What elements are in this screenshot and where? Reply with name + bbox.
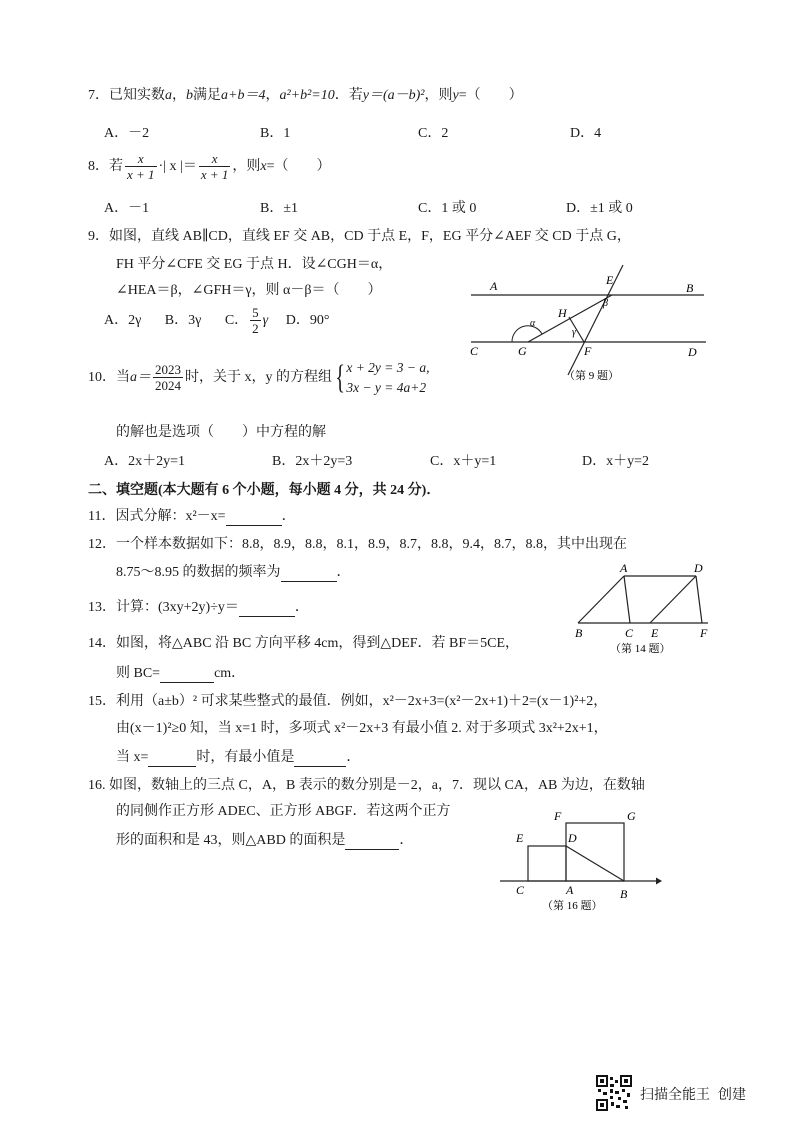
- fig9-label-c: C: [470, 344, 479, 358]
- fig14-label-c: C: [625, 626, 634, 640]
- fig14-label-a: A: [620, 562, 628, 575]
- answer-blank: [281, 565, 337, 582]
- q9-options: [104, 303, 329, 339]
- question-7: 7．已知实数a，b满足a+b＝4，a²+b²=10．若y＝(a－b)²，则y=（ ）: [88, 88, 523, 103]
- q8-option-b: B．±1: [260, 201, 299, 216]
- q16-line-3: 形的面积和是 43，则△ABD 的面积是 ．: [116, 833, 414, 848]
- q14-line-2: 则 BC= cm．: [116, 666, 246, 681]
- fig9-label-b: B: [686, 281, 694, 295]
- q10-option-b: B．2x＋2y=3: [272, 454, 353, 469]
- q15-line-3: 当 x= 时，有最小值是 ．: [116, 750, 361, 765]
- fig14-label-b: B: [575, 626, 583, 640]
- q16-line-1: 16. 如图，数轴上的三点 C，A，B 表示的数分别是－2，a，7．现以 CA，AB 为边，在数轴: [88, 778, 645, 793]
- q10-option-c: C．x＋y=1: [430, 454, 497, 469]
- fig14-label-f: F: [700, 626, 708, 640]
- answer-blank: [148, 750, 196, 767]
- fig9-label-a: A: [490, 279, 498, 293]
- q14-line-1: 14．如图，将△ABC 沿 BC 方向平移 4cm，得到△DEF．若 BF＝5CE，: [88, 636, 520, 651]
- fig16-label-g: G: [627, 809, 636, 823]
- fig16-label-f: F: [554, 809, 562, 823]
- q12-line-2: 8.75～8.95 的数据的频率为 ．: [116, 565, 351, 580]
- question-10: 10．当a＝ $\frac{2023}{2024}$ 时，关于 x，y 的方程组{ x + 2y = 3 − a, 3x − y = 4a+2: [88, 358, 430, 396]
- fig9-label-beta: β: [603, 298, 608, 309]
- equation-system: x + 2y = 3 − a, 3x − y = 4a+2: [346, 359, 430, 395]
- fig16-label-a: A: [566, 883, 574, 897]
- answer-blank: [294, 750, 346, 767]
- fig16-label-c: C: [516, 883, 525, 897]
- q15-line-2: 由(x－1)²≥0 知，当 x=1 时，多项式 x²－2x+3 有最小值 2. 对于多项式 3x²+2x+1，: [116, 721, 608, 736]
- q7-option-c: C．2: [418, 126, 449, 141]
- q7-option-d: D．4: [570, 126, 602, 141]
- q16-figure: [496, 806, 666, 916]
- fig16-label-d: D: [568, 831, 577, 845]
- fig9-label-h: H: [558, 306, 567, 320]
- q9-figure: [468, 262, 718, 387]
- fraction: $\frac{x}{x + 1}$: [127, 151, 155, 183]
- fig14-label-d: D: [694, 562, 703, 575]
- q9-option-d: D．90°: [285, 313, 330, 328]
- question-8: 8．若 $\frac{x}{x + 1}$ ·| x |＝ $\frac{x}{x + 1}$ ，则x=（ ）: [88, 151, 331, 183]
- q9-line-3: ∠HEA＝β，∠GFH＝γ，则 α－β＝（ ）: [116, 283, 382, 298]
- fig16-label-e: E: [516, 831, 524, 845]
- q10-line-2: 的解也是选项（ ）中方程的解: [116, 425, 326, 440]
- fig14-label-e: E: [651, 626, 659, 640]
- q9-line-1: 9．如图，直线 AB∥CD，直线 EF 交 AB，CD 于点 E，F，EG 平分∠AEF 交 CD 于点 G，: [88, 229, 631, 244]
- q10-option-d: D．x＋y=2: [582, 454, 650, 469]
- fig14-caption: （第 14 题）: [610, 643, 671, 655]
- fig9-label-gamma: γ: [572, 327, 576, 338]
- fig16-caption: （第 16 题）: [542, 900, 603, 912]
- fig9-caption: （第 9 题）: [564, 370, 619, 382]
- q9-line-2: FH 平分∠CFE 交 EG 于点 H．设∠CGH＝α，: [116, 257, 393, 272]
- question-13: 13．计算：(3xy+2y)÷y＝ ．: [88, 600, 309, 615]
- fig9-label-f: F: [584, 344, 592, 358]
- q9-option-b: B．3γ: [164, 313, 202, 328]
- q7-option-b: B．1: [260, 126, 291, 141]
- answer-blank: [345, 833, 399, 850]
- q8-option-c: C．1 或 0: [418, 201, 477, 216]
- fig9-label-alpha: α: [530, 318, 536, 329]
- fig16-label-b: B: [620, 887, 628, 901]
- scanner-brand: 扫描全能王 创建: [640, 1087, 746, 1103]
- fig9-label-d: D: [688, 345, 697, 359]
- fig9-label-g: G: [518, 344, 527, 358]
- system-brace: {: [335, 358, 346, 396]
- q8-option-a: A．－1: [104, 201, 150, 216]
- q14-figure: [572, 562, 716, 658]
- qr-code-icon: [596, 1075, 632, 1111]
- q9-option-c: C． $\frac{5}{2}$ γ: [224, 305, 269, 337]
- question-11: 11．因式分解：x²－x= ．: [88, 509, 296, 524]
- q9-option-a: A．2γ: [104, 313, 142, 328]
- answer-blank: [226, 509, 282, 526]
- answer-blank: [160, 666, 214, 683]
- q16-line-2: 的同侧作正方形 ADEC、正方形 ABGF．若这两个正方: [116, 804, 451, 819]
- q10-option-a: A．2x＋2y=1: [104, 454, 186, 469]
- answer-blank: [239, 600, 295, 617]
- q15-line-1: 15．利用（a±b）² 可求某些整式的最值．例如，x²－2x+3=(x²－2x+1)＋2=(x－1)²+2，: [88, 694, 608, 709]
- q8-option-d: D．±1 或 0: [566, 201, 633, 216]
- fig9-label-e: E: [606, 273, 614, 287]
- q12-line-1: 12．一个样本数据如下：8.8，8.9，8.8，8.1，8.9，8.7，8.8，9.4，8.7，8.8，其中出现在: [88, 537, 627, 552]
- q7-option-a: A．－2: [104, 126, 150, 141]
- fraction: $\frac{x}{x + 1}$: [200, 151, 229, 183]
- section-2-heading: 二、填空题(本大题有 6 个小题，每小题 4 分，共 24 分)．: [88, 483, 441, 498]
